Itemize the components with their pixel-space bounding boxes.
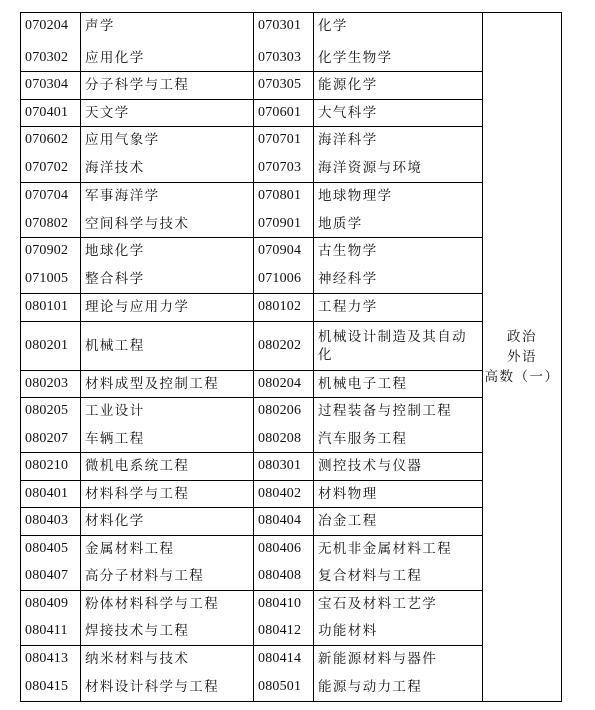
row-divider (20, 71, 482, 72)
major-code: 080409 (25, 595, 69, 611)
table-row (20, 44, 482, 71)
major-code: 080405 (25, 540, 69, 556)
column-divider (80, 12, 81, 701)
table-row (20, 672, 482, 701)
major-code: 070601 (258, 104, 302, 120)
major-code: 070701 (258, 132, 302, 147)
major-name: 宝石及材料工艺学 (318, 595, 438, 612)
row-divider (20, 99, 482, 100)
major-name: 高分子材料与工程 (85, 568, 205, 584)
major-name: 海洋资源与环境 (318, 159, 423, 176)
table-row (20, 293, 482, 321)
major-name: 机械电子工程 (318, 375, 408, 392)
major-code: 070304 (25, 77, 69, 92)
major-code: 070801 (258, 188, 302, 203)
table-row (20, 507, 482, 535)
major-name: 机械工程 (85, 337, 145, 354)
table-row (20, 370, 482, 397)
table-row (20, 126, 482, 154)
table-row (20, 645, 482, 672)
row-divider (20, 452, 482, 453)
major-name: 过程装备与控制工程 (318, 403, 453, 419)
table-row (20, 452, 482, 480)
row-divider (20, 370, 482, 371)
major-code: 080412 (258, 623, 302, 638)
table-row (20, 99, 482, 126)
major-name: 能源化学 (318, 77, 378, 93)
table-row (20, 182, 482, 210)
subject-politics: 政治 (507, 328, 537, 345)
major-name: 测控技术与仪器 (318, 458, 423, 474)
major-code: 070704 (25, 188, 69, 203)
major-name: 军事海洋学 (85, 188, 160, 204)
major-name: 工程力学 (318, 299, 378, 315)
major-name: 材料成型及控制工程 (85, 375, 220, 392)
column-divider (253, 12, 254, 701)
major-name: 车辆工程 (85, 430, 145, 447)
major-code: 080406 (258, 540, 302, 556)
major-name: 功能材料 (318, 623, 378, 639)
major-code: 080403 (25, 513, 69, 528)
major-code: 070401 (25, 104, 69, 120)
major-name: 金属材料工程 (85, 540, 175, 557)
row-divider (20, 237, 482, 238)
major-code: 070301 (258, 18, 302, 33)
major-name: 海洋技术 (85, 159, 145, 176)
column-divider (313, 12, 314, 701)
major-name: 空间科学与技术 (85, 215, 190, 232)
major-code: 080301 (258, 458, 302, 473)
major-name: 复合材料与工程 (318, 568, 423, 584)
major-name: 材料化学 (85, 513, 145, 529)
major-name: 神经科学 (318, 270, 378, 287)
table-row (20, 237, 482, 265)
row-divider (20, 293, 482, 294)
major-code: 080408 (258, 568, 302, 583)
major-name: 化学 (318, 18, 348, 34)
major-name: 无机非金属材料工程 (318, 540, 453, 557)
row-divider (20, 321, 482, 322)
major-code: 080102 (258, 299, 302, 314)
major-code: 080415 (25, 678, 69, 694)
major-code: 080208 (258, 430, 302, 446)
major-name: 汽车服务工程 (318, 430, 408, 447)
major-name: 材料设计科学与工程 (85, 678, 220, 695)
table-row (20, 71, 482, 99)
major-code: 080210 (25, 458, 69, 473)
exam-subjects-cell (482, 12, 562, 701)
column-divider (482, 12, 483, 701)
major-code: 080207 (25, 430, 69, 446)
row-divider (20, 397, 482, 398)
major-code: 080404 (258, 513, 302, 528)
table-row (20, 397, 482, 425)
major-name: 工业设计 (85, 403, 145, 419)
major-name: 能源与动力工程 (318, 678, 423, 695)
major-code: 080402 (258, 485, 302, 501)
major-code: 070703 (258, 159, 302, 175)
major-code: 080203 (25, 375, 69, 391)
major-name: 化学生物学 (318, 49, 393, 66)
major-code: 080407 (25, 568, 69, 583)
major-code: 071006 (258, 270, 302, 286)
major-code: 080401 (25, 485, 69, 501)
major-name: 天文学 (85, 104, 130, 121)
major-name: 材料科学与工程 (85, 485, 190, 502)
major-name: 理论与应用力学 (85, 299, 190, 315)
major-code: 070305 (258, 77, 302, 92)
subject-foreign-language: 外语 (507, 348, 537, 365)
major-code: 080201 (25, 337, 69, 353)
table-row (20, 265, 482, 292)
major-name: 机械设计制造及其自动化 (318, 328, 467, 363)
major-code: 070904 (258, 243, 302, 258)
major-code: 070302 (25, 49, 69, 65)
major-name: 材料物理 (318, 485, 378, 502)
table-border-right (561, 12, 562, 701)
major-code: 080410 (258, 595, 302, 611)
major-code: 071005 (25, 270, 69, 286)
major-name: 应用化学 (85, 49, 145, 66)
major-name: 微机电系统工程 (85, 458, 190, 474)
major-name: 应用气象学 (85, 132, 160, 148)
major-name: 焊接技术与工程 (85, 623, 190, 639)
major-name: 分子科学与工程 (85, 77, 190, 93)
table-border-left (20, 12, 21, 701)
major-name: 大气科学 (318, 104, 378, 121)
major-name: 新能源材料与器件 (318, 650, 438, 667)
row-divider (20, 535, 482, 536)
major-name: 海洋科学 (318, 132, 378, 148)
row-divider (20, 126, 482, 127)
major-code: 080204 (258, 375, 302, 391)
table-row (20, 562, 482, 590)
major-name: 地球物理学 (318, 188, 393, 204)
major-code: 080413 (25, 650, 69, 666)
row-divider (20, 507, 482, 508)
table-row (20, 535, 482, 562)
table-row (20, 321, 482, 370)
major-code: 080101 (25, 299, 69, 314)
major-code: 070902 (25, 243, 69, 258)
major-code: 080202 (258, 337, 302, 353)
subject-advanced-math: 高数（一） (484, 368, 560, 385)
major-code: 070802 (25, 215, 69, 231)
major-name: 声学 (85, 18, 115, 34)
table-row (20, 425, 482, 452)
major-name: 粉体材料科学与工程 (85, 595, 220, 612)
major-code: 070702 (25, 159, 69, 175)
major-code: 080205 (25, 403, 69, 418)
row-divider (20, 12, 562, 13)
row-divider (20, 645, 482, 646)
major-code: 080501 (258, 678, 302, 694)
major-name: 古生物学 (318, 243, 378, 259)
major-code: 070204 (25, 18, 69, 33)
table-row (20, 210, 482, 237)
row-divider (20, 182, 482, 183)
major-code: 070901 (258, 215, 302, 231)
table-row (20, 12, 482, 40)
table-row (20, 617, 482, 645)
major-name: 地质学 (318, 215, 363, 232)
table-row (20, 590, 482, 617)
major-code: 080414 (258, 650, 302, 666)
table-row (20, 480, 482, 507)
major-code: 070602 (25, 132, 69, 147)
row-divider (20, 701, 562, 702)
table-row (20, 154, 482, 181)
major-name: 纳米材料与技术 (85, 650, 190, 667)
major-name: 地球化学 (85, 243, 145, 259)
row-divider (20, 590, 482, 591)
major-code: 080411 (25, 623, 68, 638)
major-code: 070303 (258, 49, 302, 65)
major-code: 080206 (258, 403, 302, 418)
major-name: 整合科学 (85, 270, 145, 287)
row-divider (20, 480, 482, 481)
major-name: 冶金工程 (318, 513, 378, 529)
